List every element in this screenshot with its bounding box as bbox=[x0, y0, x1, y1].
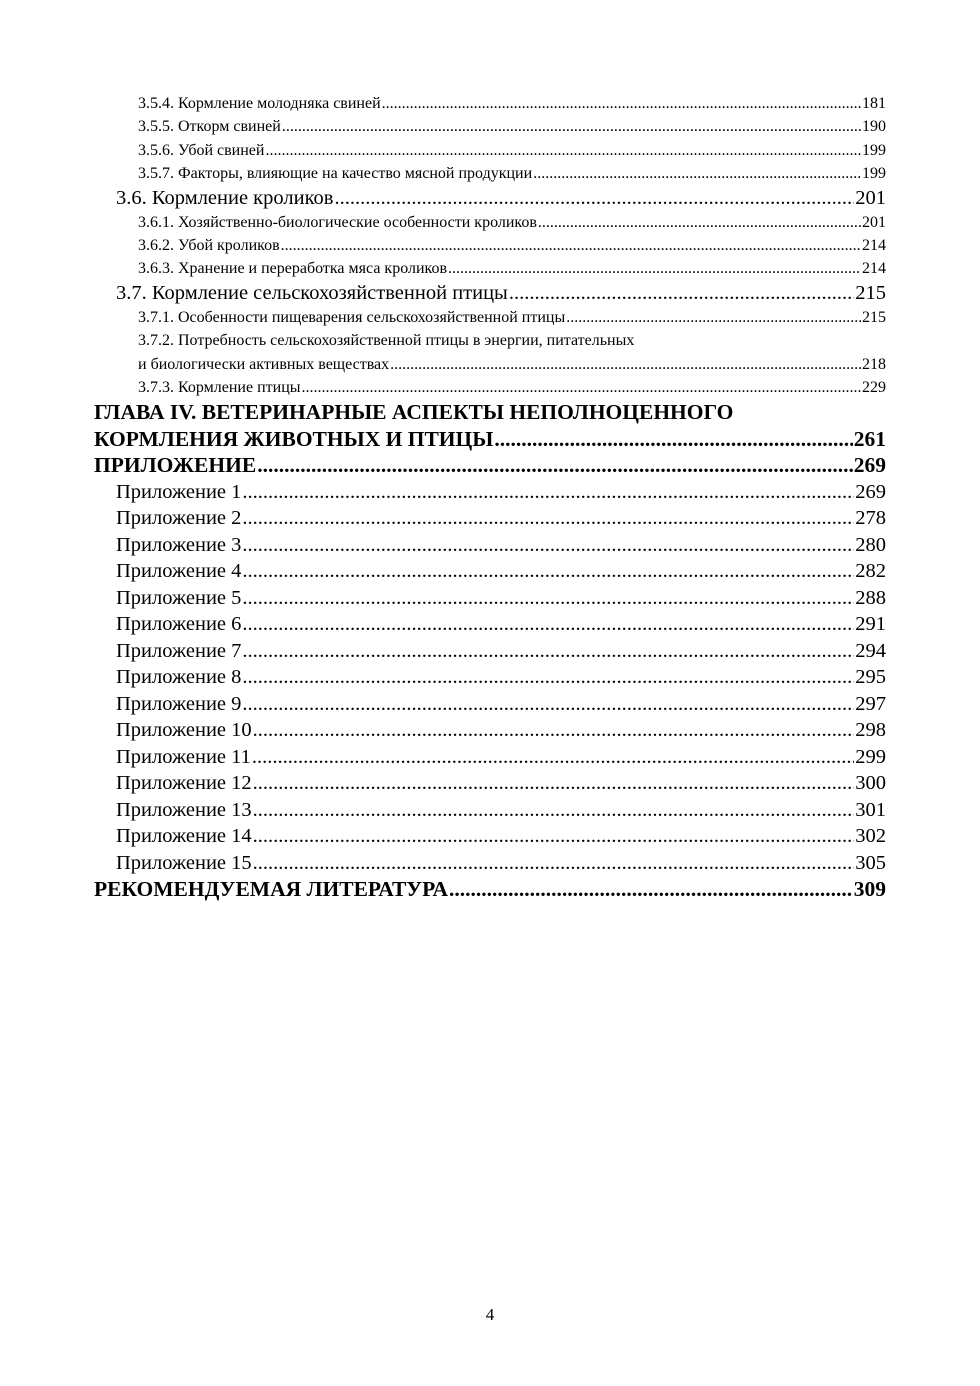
toc-chapter-4-line1[interactable] bbox=[94, 399, 886, 426]
toc-entry-page: 282 bbox=[855, 560, 886, 583]
toc-entry-page: 288 bbox=[855, 586, 886, 609]
toc-dot-leader bbox=[242, 611, 854, 638]
toc-entry-3-5-5[interactable] bbox=[94, 115, 886, 138]
toc-entry-page: 215 bbox=[862, 308, 886, 326]
toc-appendix-entry[interactable] bbox=[94, 744, 886, 771]
toc-dot-leader bbox=[242, 505, 854, 532]
toc-dot-leader bbox=[242, 585, 854, 612]
toc-entry-title: 3.7. Кормление сельскохозяйственной птицы bbox=[116, 281, 508, 304]
toc-entry-page: 201 bbox=[855, 186, 886, 209]
toc-entry-title: КОРМЛЕНИЯ ЖИВОТНЫХ И ПТИЦЫ bbox=[94, 426, 494, 451]
toc-entry-page: 299 bbox=[855, 745, 886, 768]
toc-literature[interactable] bbox=[94, 876, 886, 903]
toc-dot-leader bbox=[382, 92, 861, 115]
toc-entry-title: 3.5.5. Откорм свиней bbox=[138, 118, 281, 136]
toc-entry-page: 229 bbox=[862, 378, 886, 396]
table-of-contents bbox=[94, 92, 886, 903]
toc-entry-page: 294 bbox=[855, 639, 886, 662]
toc-appendix-entry[interactable] bbox=[94, 611, 886, 638]
toc-entry-title: Приложение 14 bbox=[116, 825, 252, 848]
toc-dot-leader bbox=[282, 115, 861, 138]
toc-entry-title: 3.5.7. Факторы, влияющие на качество мясной продукции bbox=[138, 165, 533, 183]
toc-dot-leader bbox=[390, 353, 861, 376]
toc-dot-leader bbox=[302, 376, 862, 399]
toc-dot-leader bbox=[281, 234, 861, 257]
toc-entry-title: ПРИЛОЖЕНИЕ bbox=[94, 453, 257, 478]
toc-dot-leader bbox=[253, 823, 855, 850]
toc-entry-page: 199 bbox=[862, 141, 886, 159]
toc-entry-page: 278 bbox=[855, 507, 886, 530]
toc-entry-title: Приложение 13 bbox=[116, 798, 252, 821]
toc-dot-leader bbox=[265, 139, 861, 162]
toc-entry-title: ГЛАВА IV. ВЕТЕРИНАРНЫЕ АСПЕКТЫ НЕПОЛНОЦЕННОГО bbox=[94, 400, 734, 425]
toc-appendix-entry[interactable] bbox=[94, 585, 886, 612]
toc-entry-page: 269 bbox=[853, 453, 886, 478]
toc-entry-title: Приложение 1 bbox=[116, 480, 242, 503]
toc-entry-title: Приложение 12 bbox=[116, 772, 252, 795]
toc-dot-leader bbox=[533, 162, 861, 185]
toc-entry-3-5-7[interactable] bbox=[94, 162, 886, 185]
toc-entry-page: 280 bbox=[855, 533, 886, 556]
toc-entry-title: 3.5.6. Убой свиней bbox=[138, 141, 265, 159]
toc-entry-title: 3.6.1. Хозяйственно-биологические особенности кроликов bbox=[138, 213, 537, 231]
toc-appendix-entry[interactable] bbox=[94, 850, 886, 877]
toc-dot-leader bbox=[253, 797, 855, 824]
toc-entry-page: 291 bbox=[855, 613, 886, 636]
toc-appendix-entry[interactable] bbox=[94, 664, 886, 691]
toc-entry-page: 261 bbox=[853, 426, 886, 451]
toc-dot-leader bbox=[538, 211, 861, 234]
toc-entry-page: 305 bbox=[855, 851, 886, 874]
toc-dot-leader bbox=[252, 744, 854, 771]
toc-entry-title: Приложение 4 bbox=[116, 560, 242, 583]
toc-dot-leader bbox=[494, 426, 852, 453]
toc-appendix-entry[interactable] bbox=[94, 717, 886, 744]
toc-entry-title: РЕКОМЕНДУЕМАЯ ЛИТЕРАТУРА bbox=[94, 877, 448, 902]
toc-entry-page: 301 bbox=[855, 798, 886, 821]
toc-dot-leader bbox=[242, 479, 854, 506]
toc-dot-leader bbox=[566, 306, 861, 329]
toc-entry-3-6-3[interactable] bbox=[94, 257, 886, 280]
toc-entry-title: Приложение 2 bbox=[116, 507, 242, 530]
toc-dot-leader bbox=[242, 691, 854, 718]
toc-entry-3-7-3[interactable] bbox=[94, 376, 886, 399]
toc-appendix-entry[interactable] bbox=[94, 505, 886, 532]
toc-dot-leader bbox=[509, 281, 854, 306]
toc-entry-title: Приложение 15 bbox=[116, 851, 252, 874]
toc-entry-title: Приложение 5 bbox=[116, 586, 242, 609]
toc-entry-title: Приложение 9 bbox=[116, 692, 242, 715]
toc-entry-title: и биологически активных веществах bbox=[138, 355, 390, 373]
toc-entry-page: 181 bbox=[862, 95, 886, 112]
toc-dot-leader bbox=[334, 186, 854, 211]
toc-entry-title: 3.7.2. Потребность сельскохозяйственной птицы в энергии, питательных bbox=[138, 332, 635, 350]
toc-entry-title: Приложение 11 bbox=[116, 745, 251, 768]
toc-entry-3-7-2-line1[interactable] bbox=[94, 329, 886, 352]
toc-entry-title: Приложение 8 bbox=[116, 666, 242, 689]
toc-dot-leader bbox=[253, 717, 855, 744]
toc-entry-3-7-2[interactable] bbox=[94, 353, 886, 376]
toc-entry-3-6-2[interactable] bbox=[94, 234, 886, 257]
toc-chapter-4[interactable] bbox=[94, 426, 886, 453]
toc-appendix-entry[interactable] bbox=[94, 558, 886, 585]
toc-dot-leader bbox=[242, 638, 854, 665]
toc-entry-3-7-1[interactable] bbox=[94, 306, 886, 329]
toc-entry-page: 190 bbox=[862, 118, 886, 136]
toc-entry-page: 199 bbox=[862, 165, 886, 183]
toc-appendix-entry[interactable] bbox=[94, 479, 886, 506]
toc-entry-page: 295 bbox=[855, 666, 886, 689]
toc-entry-3-7[interactable] bbox=[94, 281, 886, 306]
toc-entry-title: 3.5.4. Кормление молодняка свиней bbox=[138, 95, 381, 112]
toc-dot-leader bbox=[253, 850, 855, 877]
toc-appendix-entry[interactable] bbox=[94, 532, 886, 559]
toc-entry-title: Приложение 10 bbox=[116, 719, 252, 742]
toc-appendix[interactable] bbox=[94, 452, 886, 479]
toc-entry-page: 300 bbox=[855, 772, 886, 795]
toc-dot-leader bbox=[242, 558, 854, 585]
toc-appendix-entry[interactable] bbox=[94, 823, 886, 850]
toc-entry-page: 309 bbox=[853, 877, 886, 902]
toc-entry-3-6[interactable] bbox=[94, 186, 886, 211]
toc-entry-3-5-4[interactable] bbox=[94, 92, 886, 115]
toc-dot-leader bbox=[257, 452, 853, 479]
toc-appendix-entry[interactable] bbox=[94, 691, 886, 718]
toc-appendix-entry[interactable] bbox=[94, 770, 886, 797]
toc-entry-page: 215 bbox=[855, 281, 886, 304]
toc-dot-leader bbox=[242, 532, 854, 559]
toc-entry-page: 218 bbox=[862, 355, 886, 373]
toc-entry-title: Приложение 7 bbox=[116, 639, 242, 662]
toc-entry-page: 302 bbox=[855, 825, 886, 848]
toc-entry-page: 269 bbox=[855, 480, 886, 503]
toc-entry-3-5-6[interactable] bbox=[94, 139, 886, 162]
toc-appendix-entry[interactable] bbox=[94, 638, 886, 665]
toc-entry-page: 214 bbox=[862, 236, 886, 254]
toc-entry-page: 297 bbox=[855, 692, 886, 715]
toc-entry-page: 298 bbox=[855, 719, 886, 742]
toc-dot-leader bbox=[448, 257, 861, 280]
page-number: 4 bbox=[485, 1305, 495, 1324]
toc-entry-title: 3.6.3. Хранение и переработка мяса кроликов bbox=[138, 260, 448, 278]
toc-entry-page: 201 bbox=[862, 213, 886, 231]
toc-entry-3-6-1[interactable] bbox=[94, 211, 886, 234]
toc-appendix-entry[interactable] bbox=[94, 797, 886, 824]
toc-dot-leader bbox=[253, 770, 855, 797]
toc-entry-title: 3.6. Кормление кроликов bbox=[116, 186, 334, 209]
toc-entry-title: 3.7.1. Особенности пищеварения сельскохозяйственной птицы bbox=[138, 308, 566, 326]
toc-entry-page: 214 bbox=[862, 260, 886, 278]
toc-dot-leader bbox=[449, 876, 853, 903]
toc-entry-title: 3.6.2. Убой кроликов bbox=[138, 236, 280, 254]
toc-entry-title: Приложение 3 bbox=[116, 533, 242, 556]
toc-entry-title: 3.7.3. Кормление птицы bbox=[138, 378, 301, 396]
toc-dot-leader bbox=[242, 664, 854, 691]
toc-entry-title: Приложение 6 bbox=[116, 613, 242, 636]
